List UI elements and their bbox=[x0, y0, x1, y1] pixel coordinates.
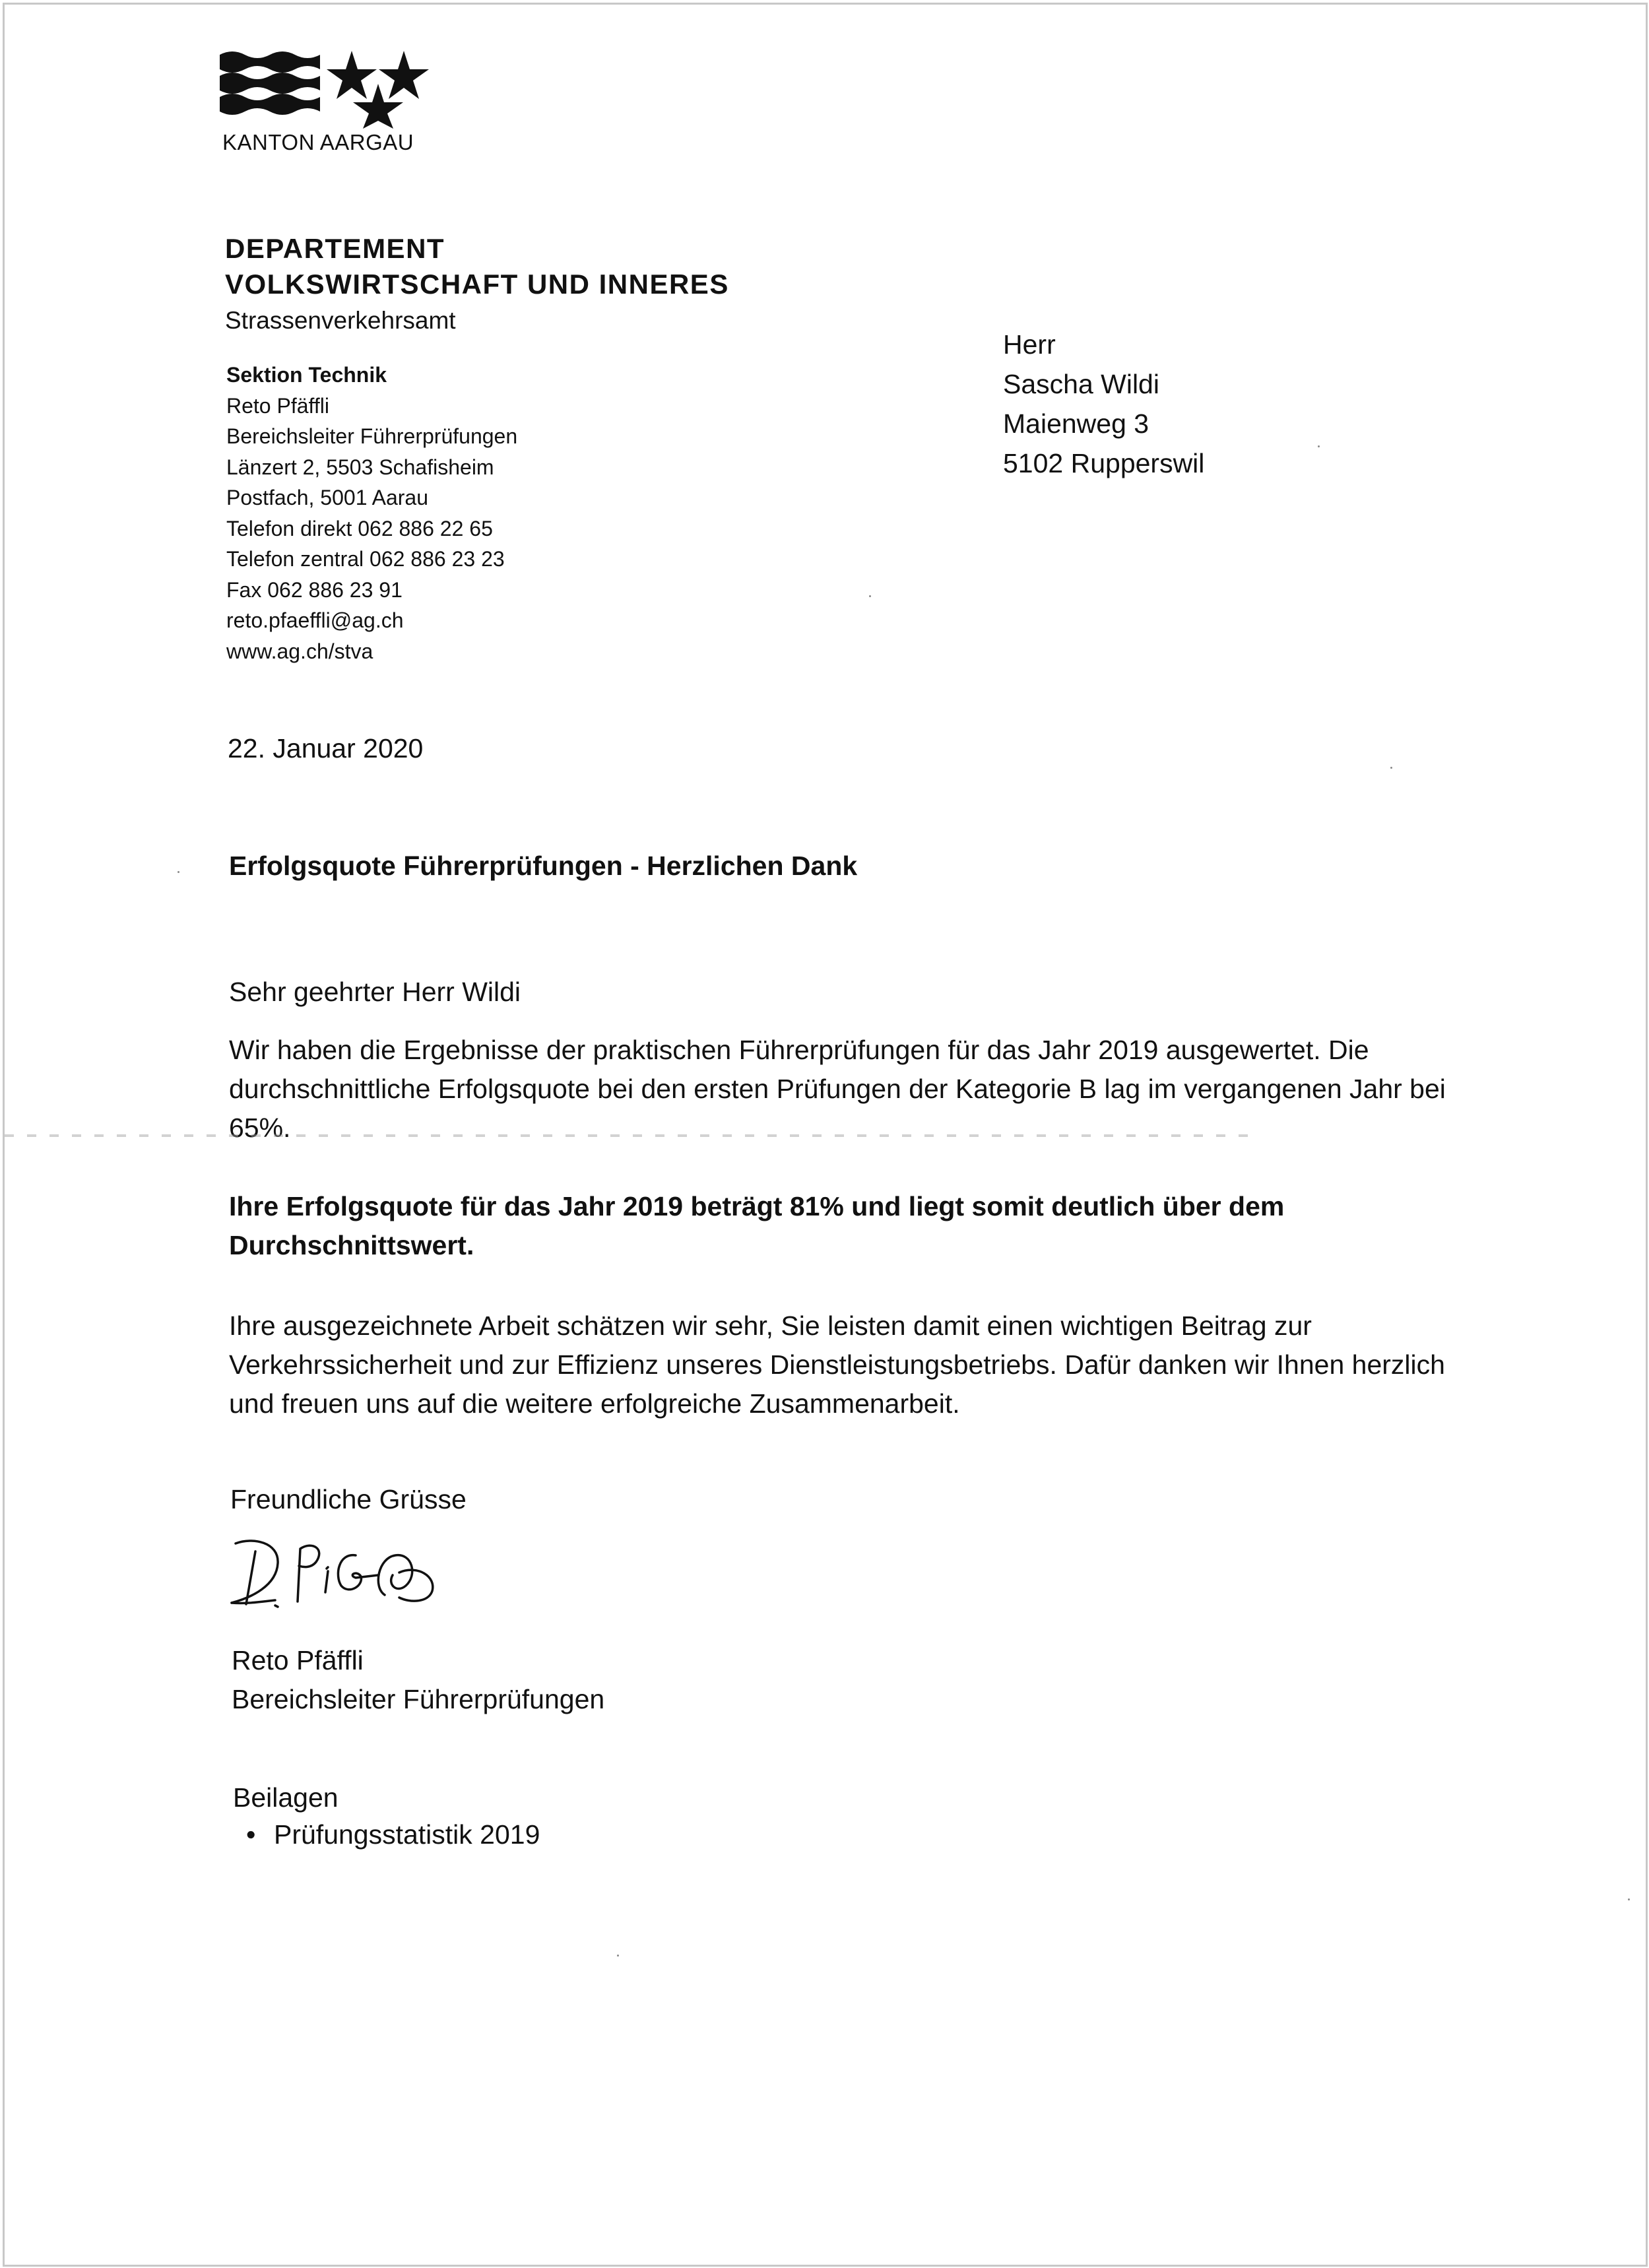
enclosures-list bbox=[233, 1819, 540, 1850]
recipient-street: Maienweg 3 bbox=[1003, 408, 1149, 439]
sender-phone-central: Telefon zentral 062 886 23 23 bbox=[226, 547, 505, 571]
department-line-2: VOLKSWIRTSCHAFT UND INNERES bbox=[225, 269, 729, 300]
canton-name: KANTON AARGAU bbox=[222, 130, 414, 154]
sender-role: Bereichsleiter Führerprüfungen bbox=[226, 424, 518, 448]
enclosure-label: Prüfungsstatistik 2019 bbox=[274, 1819, 540, 1850]
sender-phone-direct: Telefon direkt 062 886 22 65 bbox=[226, 516, 493, 540]
sender-email: reto.pfaeffli@ag.ch bbox=[226, 608, 404, 632]
signer-block bbox=[232, 1641, 604, 1719]
sender-name: Reto Pfäffli bbox=[226, 393, 329, 418]
bullet-icon: • bbox=[246, 1819, 256, 1850]
handwritten-signature bbox=[226, 1529, 451, 1615]
signer-name: Reto Pfäffli bbox=[232, 1645, 364, 1675]
sender-website: www.ag.ch/stva bbox=[226, 639, 373, 663]
letter-greeting: Sehr geehrter Herr Wildi bbox=[229, 977, 521, 1007]
scan-speck bbox=[869, 595, 871, 597]
scan-speck bbox=[1628, 1898, 1630, 1900]
sender-postbox: Postfach, 5001 Aarau bbox=[226, 486, 428, 509]
scan-speck bbox=[617, 1955, 619, 1957]
department-heading bbox=[225, 231, 729, 302]
enclosures-label: Beilagen bbox=[233, 1782, 339, 1813]
scan-speck bbox=[178, 871, 179, 873]
scan-speck bbox=[1390, 767, 1392, 769]
signer-role: Bereichsleiter Führerprüfungen bbox=[232, 1684, 605, 1714]
sender-address: Länzert 2, 5503 Schafisheim bbox=[226, 455, 494, 479]
recipient-name: Sascha Wildi bbox=[1003, 369, 1159, 399]
letter-subject: Erfolgsquote Führerprüfungen - Herzlichen Dank bbox=[229, 851, 858, 881]
enclosure-item bbox=[233, 1819, 540, 1850]
sender-block bbox=[226, 360, 517, 666]
letter-page bbox=[3, 3, 1648, 2267]
body-paragraph-2: Ihre Erfolgsquote für das Jahr 2019 beträgt 81% und liegt somit deutlich über dem Durchschnittswert. bbox=[229, 1191, 1285, 1260]
sender-fax: Fax 062 886 23 91 bbox=[226, 577, 403, 602]
scan-artifact-line bbox=[5, 1134, 1258, 1137]
body-paragraph-3: Ihre ausgezeichnete Arbeit schätzen wir sehr, Sie leisten damit einen wichtigen Beitrag zur Verkehrssicherheit und zur Effizienz unseres Dienstleistungsbetriebs. Dafür danken wir Ihnen herzlich und freuen uns auf die weitere erfolgreiche Zusammenarbeit. bbox=[229, 1311, 1445, 1419]
scan-speck bbox=[1318, 445, 1320, 447]
letter-closing: Freundliche Grüsse bbox=[230, 1484, 467, 1514]
recipient-address bbox=[1003, 325, 1204, 483]
recipient-salutation: Herr bbox=[1003, 329, 1056, 360]
office-name: Strassenverkehrsamt bbox=[225, 307, 456, 334]
kanton-aargau-logo bbox=[220, 49, 431, 129]
letter-date: 22. Januar 2020 bbox=[228, 733, 424, 763]
sender-section: Sektion Technik bbox=[226, 363, 387, 387]
body-paragraph-1: Wir haben die Ergebnisse der praktischen Führerprüfungen für das Jahr 2019 ausgewertet. Die durchschnittliche Erfolgsquote bei den ersten Prüfungen der Kategorie B lag im vergangenen Jahr bei 65%. bbox=[229, 1035, 1446, 1143]
department-line-1: DEPARTEMENT bbox=[225, 233, 445, 264]
recipient-city: 5102 Rupperswil bbox=[1003, 448, 1205, 478]
